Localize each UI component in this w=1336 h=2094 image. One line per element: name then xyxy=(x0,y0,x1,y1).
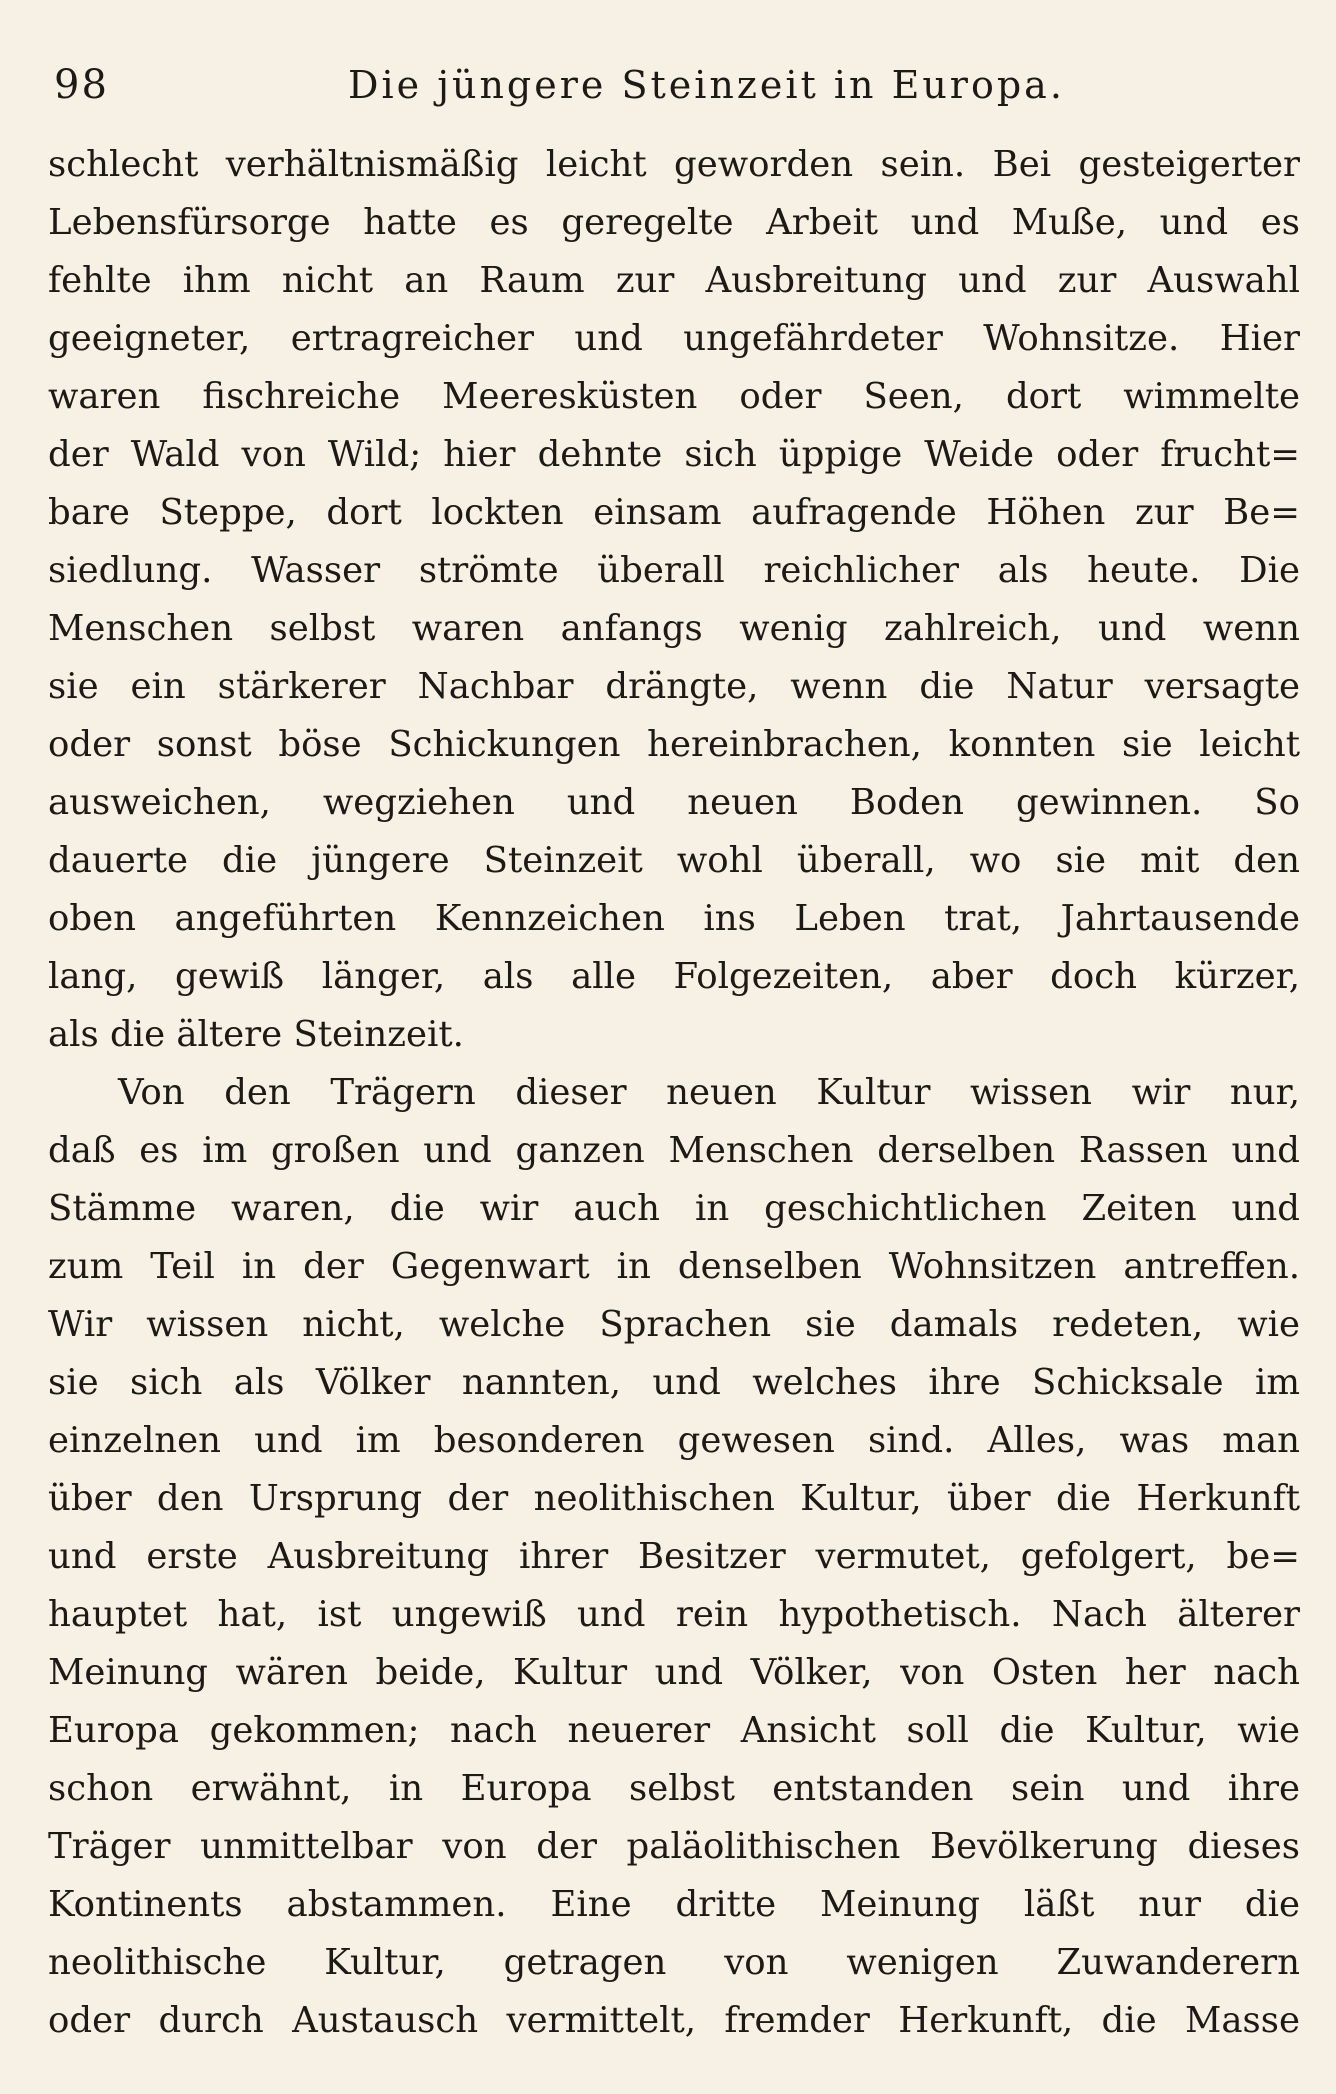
text-line: der Wald von Wild; hier dehnte sich üppige Weide oder frucht= xyxy=(48,434,1300,475)
text-line: lang, gewiß länger, als alle Folgezeiten, aber doch kürzer, xyxy=(48,956,1300,997)
text-line: daß es im großen und ganzen Menschen derselben Rassen und xyxy=(48,1130,1300,1171)
text-line: dauerte die jüngere Steinzeit wohl überall, wo sie mit den xyxy=(48,840,1300,881)
body-text xyxy=(48,136,1300,2050)
text-line: zum Teil in der Gegenwart in denselben Wohnsitzen antreffen. xyxy=(48,1246,1300,1287)
text-line: oben angeführten Kennzeichen ins Leben trat, Jahrtausende xyxy=(48,898,1300,939)
text-line: ausweichen, wegziehen und neuen Boden gewinnen. So xyxy=(48,782,1300,823)
text-line: sie ein stärkerer Nachbar drängte, wenn die Natur versagte xyxy=(48,666,1300,707)
text-line: Stämme waren, die wir auch in geschichtlichen Zeiten und xyxy=(48,1188,1300,1229)
text-line: siedlung. Wasser strömte überall reichlicher als heute. Die xyxy=(48,550,1300,591)
text-line: schon erwähnt, in Europa selbst entstanden sein und ihre xyxy=(48,1768,1300,1809)
text-line: über den Ursprung der neolithischen Kultur, über die Herkunft xyxy=(48,1478,1300,1519)
text-line: oder durch Austausch vermittelt, fremder Herkunft, die Masse xyxy=(48,2000,1300,2041)
running-header xyxy=(48,50,1300,120)
paragraph-end-line: als die ältere Steinzeit. xyxy=(48,1014,464,1055)
text-line: Kontinents abstammen. Eine dritte Meinung läßt nur die xyxy=(48,1884,1300,1925)
page-number: 98 xyxy=(54,62,109,108)
text-line: Meinung wären beide, Kultur und Völker, von Osten her nach xyxy=(48,1652,1300,1693)
text-line: Träger unmittelbar von der paläolithischen Bevölkerung dieses xyxy=(48,1826,1300,1867)
text-line: Europa gekommen; nach neuerer Ansicht soll die Kultur, wie xyxy=(48,1710,1300,1751)
text-line: Wir wissen nicht, welche Sprachen sie damals redeten, wie xyxy=(48,1304,1300,1345)
paragraph-start-line: Von den Trägern dieser neuen Kultur wissen wir nur, xyxy=(118,1072,1300,1113)
text-line: neolithische Kultur, getragen von wenigen Zuwanderern xyxy=(48,1942,1300,1983)
text-line: oder sonst böse Schickungen hereinbrachen, konnten sie leicht xyxy=(48,724,1300,765)
text-line: Lebensfürsorge hatte es geregelte Arbeit und Muße, und es xyxy=(48,202,1300,243)
text-line: fehlte ihm nicht an Raum zur Ausbreitung und zur Auswahl xyxy=(48,260,1300,301)
text-line: hauptet hat, ist ungewiß und rein hypothetisch. Nach älterer xyxy=(48,1594,1300,1635)
text-line: geeigneter, ertragreicher und ungefährdeter Wohnsitze. Hier xyxy=(48,318,1300,359)
text-line: Menschen selbst waren anfangs wenig zahlreich, und wenn xyxy=(48,608,1300,649)
text-line: und erste Ausbreitung ihrer Besitzer vermutet, gefolgert, be= xyxy=(48,1536,1300,1577)
text-line: einzelnen und im besonderen gewesen sind. Alles, was man xyxy=(48,1420,1300,1461)
text-line: waren fischreiche Meeresküsten oder Seen, dort wimmelte xyxy=(48,376,1300,417)
text-line: bare Steppe, dort lockten einsam aufragende Höhen zur Be= xyxy=(48,492,1300,533)
running-title: Die jüngere Steinzeit in Europa. xyxy=(348,63,1065,107)
text-line: schlecht verhältnismäßig leicht geworden sein. Bei gesteigerter xyxy=(48,144,1300,185)
text-line: sie sich als Völker nannten, und welches ihre Schicksale im xyxy=(48,1362,1300,1403)
